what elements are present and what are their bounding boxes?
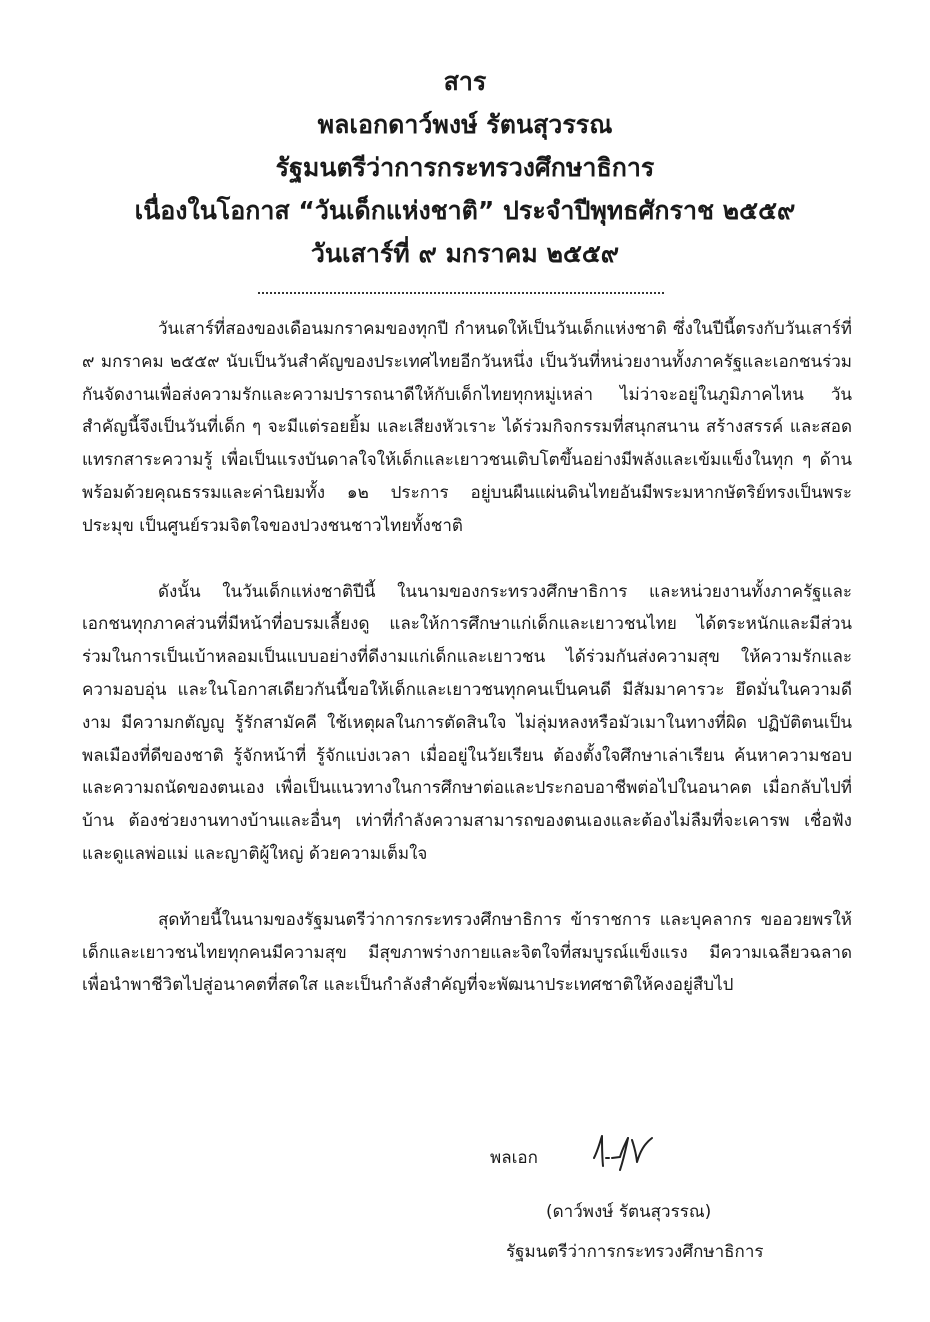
letter-heading: สาร xyxy=(443,67,487,96)
dotted-separator xyxy=(258,292,664,294)
sender-position: รัฐมนตรีว่าการกระทรวงศึกษาธิการ xyxy=(275,153,655,182)
signature-rank: พลเอก xyxy=(490,1148,538,1168)
date-line: วันเสาร์ที่ ๙ มกราคม ๒๕๕๙ xyxy=(310,239,620,268)
occasion-line: เนื่องในโอกาส “วันเด็กแห่งชาติ” ประจำปีพุทธศักราช ๒๕๕๙ xyxy=(134,196,796,225)
signer-name: (ดาว์พงษ์ รัตนสุวรรณ) xyxy=(546,1202,712,1222)
body-paragraph-1: วันเสาร์ที่สองของเดือนมกราคมของทุกปี กำหนดให้เป็นวันเด็กแห่งชาติ ซึ่งในปีนี้ตรงกับวันเสาร์ที่ ๙ มกราคม ๒๕๕๙ นับเป็นวันสำคัญของประเทศไทยอีกวันหนึ่ง เป็นวันที่หน่วยงานทั้งภาครัฐและเอกชนร่วมกันจัดงานเพื่อส่งความรักและความปรารถนาดีให้กับเด็กไทยทุกหมู่เหล่า ไม่ว่าจะอยู่ในภูมิภาคไหน วันสำคัญนี้จึงเป็นวันที่เด็ก ๆ จะมีแต่รอยยิ้ม และเสียงหัวเราะ ได้ร่วมกิจกรรมที่สนุกสนาน สร้างสรรค์ และสอดแทรกสาระความรู้ เพื่อเป็นแรงบันดาลใจให้เด็กและเยาวชนเติบโตขึ้นอย่างมีพลังและเข้มแข็งในทุก ๆ ด้าน พร้อมด้วยคุณธรรมและค่านิยมทั้ง ๑๒ ประการ อยู่บนผืนแผ่นดินไทยอันมีพระมหากษัตริย์ทรงเป็นพระประมุข เป็นศูนย์รวมจิตใจของปวงชนชาวไทยทั้งชาติ xyxy=(82,319,852,536)
handwritten-signature xyxy=(590,1128,660,1178)
body-paragraph-3: สุดท้ายนี้ในนามของรัฐมนตรีว่าการกระทรวงศึกษาธิการ ข้าราชการ และบุคลากร ขออวยพรให้เด็กและเยาวชนไทยทุกคนมีความสุข มีสุขภาพร่างกายและจิตใจที่สมบูรณ์แข็งแรง มีความเฉลียวฉลาด เพื่อนำพาชีวิตไปสู่อนาคตที่สดใส และเป็นกำลังสำคัญที่จะพัฒนาประเทศชาติให้คงอยู่สืบไป xyxy=(82,909,852,996)
body-paragraph-2: ดังนั้น ในวันเด็กแห่งชาติปีนี้ ในนามของกระทรวงศึกษาธิการ และหน่วยงานทั้งภาครัฐและเอกชนทุกภาคส่วนที่มีหน้าที่อบรมเลี้ยงดู และให้การศึกษาแก่เด็กและเยาวชนไทย ได้ตระหนักและมีส่วนร่วมในการเป็นเบ้าหลอมเป็นแบบอย่างที่ดีงามแก่เด็กและเยาวชน ได้ร่วมกันส่งความสุข ให้ความรักและความอบอุ่น และในโอกาสเดียวกันนี้ขอให้เด็กและเยาวชนทุกคนเป็นคนดี มีสัมมาคารวะ ยึดมั่นในความดีงาม มีความกตัญญู รู้รักสามัคคี ใช้เหตุผลในการตัดสินใจ ไม่ลุ่มหลงหรือมัวเมาในทางที่ผิด ปฏิบัติตนเป็นพลเมืองที่ดีของชาติ รู้จักหน้าที่ รู้จักแบ่งเวลา เมื่ออยู่ในวัยเรียน ต้องตั้งใจศึกษาเล่าเรียน ค้นหาความชอบและความถนัดของตนเอง เพื่อเป็นแนวทางในการศึกษาต่อและประกอบอาชีพต่อไปในอนาคต เมื่อกลับไปที่บ้าน ต้องช่วยงานทางบ้านและอื่นๆ เท่าที่กำลังความสามารถของตนเองและต้องไม่ลืมที่จะเคารพ เชื่อฟัง และดูแลพ่อแม่ และญาติผู้ใหญ่ ด้วยความเต็มใจ xyxy=(82,581,852,864)
letter-body xyxy=(82,313,852,1002)
sender-name: พลเอกดาว์พงษ์ รัตนสุวรรณ xyxy=(317,110,613,139)
letter-header xyxy=(0,60,930,275)
signer-title: รัฐมนตรีว่าการกระทรวงศึกษาธิการ xyxy=(506,1242,764,1262)
